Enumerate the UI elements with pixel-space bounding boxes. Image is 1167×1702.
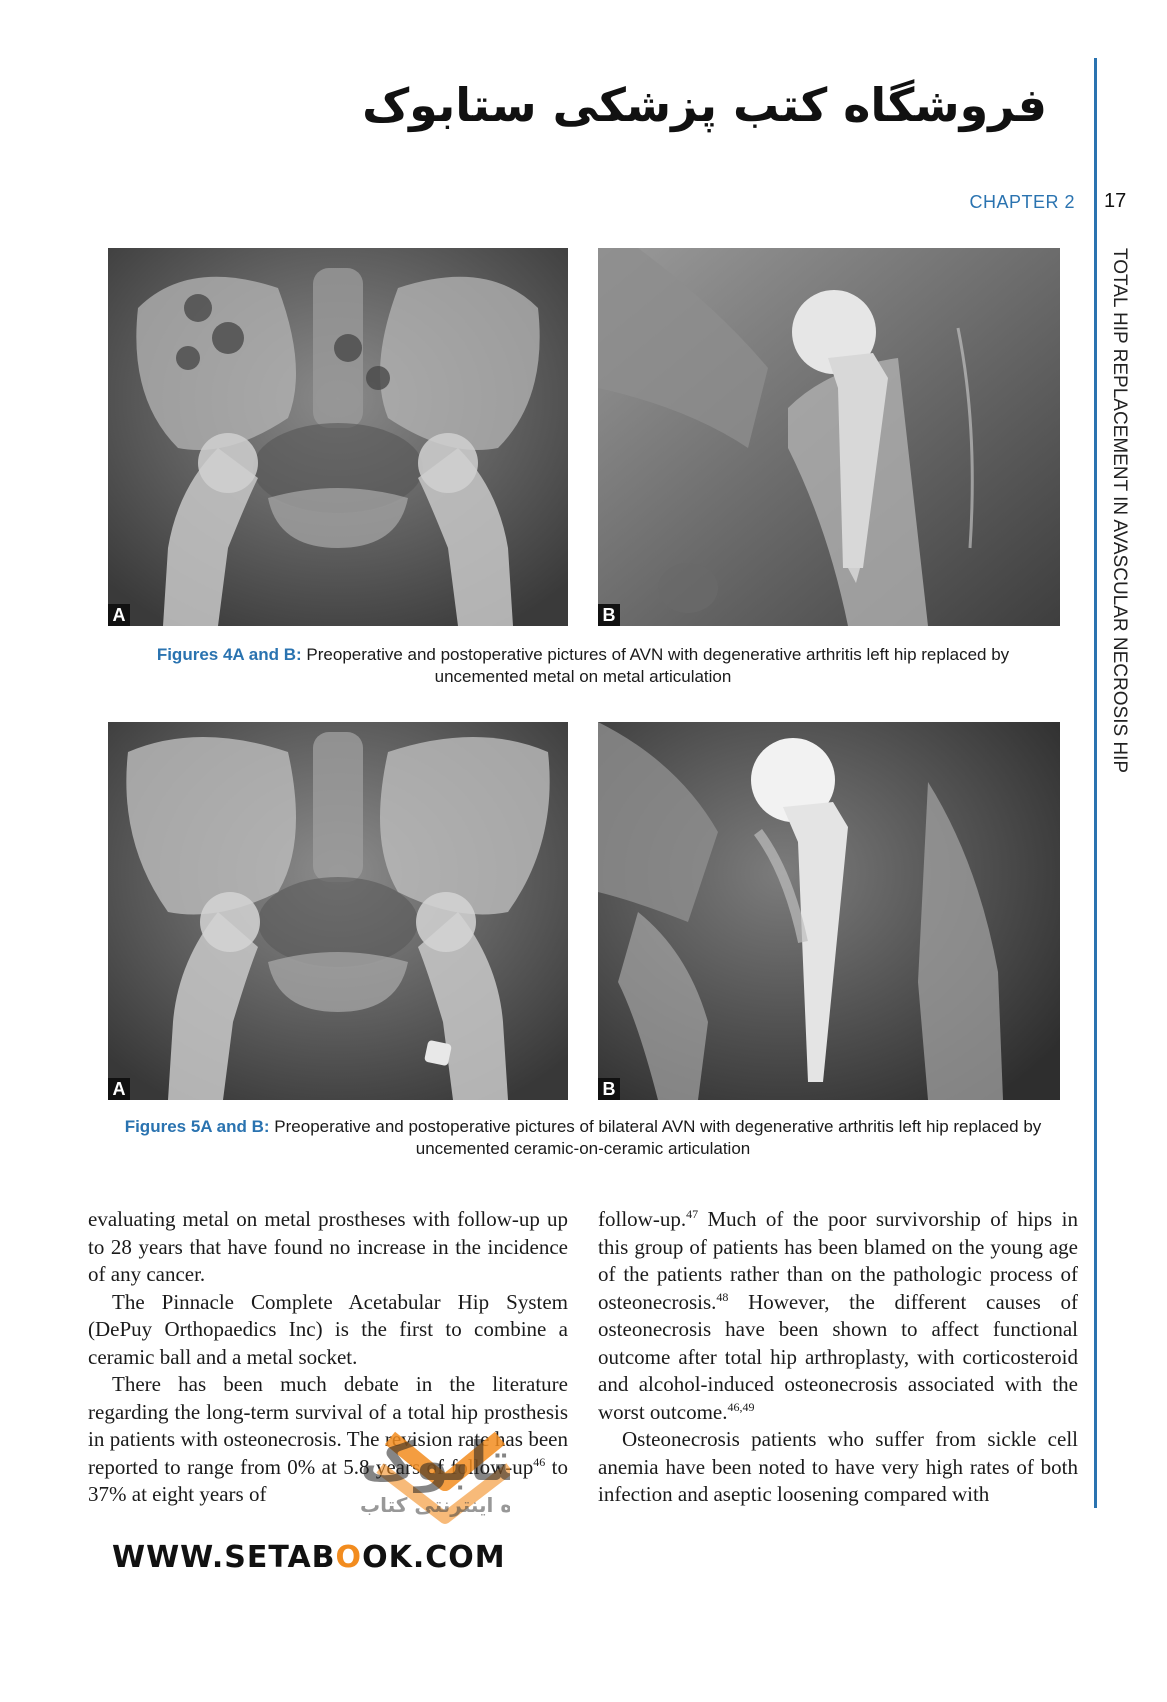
xray-4a — [108, 248, 568, 626]
paragraph: evaluating metal on metal prostheses with follow-up up to 28 years that have found no increase in the incidence of any cancer. — [88, 1207, 568, 1286]
paragraph: follow-up.$^{47}$ Much of the poor survivorship of hips in this group of patients has been blamed on the young age of the patients rather than on the pathologic process of osteonecrosis.$^{48}$ However, the different causes of osteonecrosis have been shown to affect functional outcome after total hip arthroplasty, with corticosteroid and alcohol-induced osteonecrosis associated with the worst outcome.$^{46,49}$ — [598, 1207, 1078, 1424]
setabook-logo — [110, 1418, 510, 1528]
panel-label-a: A — [108, 604, 130, 626]
paragraph: Osteonecrosis patients who suffer from sickle cell anemia have been noted to have very high rates of both infection and aseptic loosening compared with — [598, 1427, 1078, 1506]
xray-4b — [598, 248, 1060, 626]
panel-label-b: B — [598, 1078, 620, 1100]
panel-label-b: B — [598, 604, 620, 626]
logo-mark-icon — [110, 1418, 510, 1528]
running-title: TOTAL HIP REPLACEMENT IN AVASCULAR NECROSIS HIP — [1109, 248, 1130, 774]
chapter-label: CHAPTER 2 — [969, 192, 1075, 212]
xray-5b — [598, 722, 1060, 1100]
figure5-caption: Figures 5A and B: Preoperative and postoperative pictures of bilateral AVN with degenerative arthritis left hip replaced by uncemented ceramic-on-ceramic articulation — [124, 1117, 1042, 1158]
xray-5a — [108, 722, 568, 1100]
margin-rule — [1094, 58, 1097, 1508]
figure4-caption: Figures 4A and B: Preoperative and postoperative pictures of AVN with degenerative arthritis left hip replaced by uncemented metal on metal articulation — [156, 645, 1010, 686]
svg-text:فروشگاه اینترنتی کتاب: ه اینترنتی کتاب — [360, 1493, 510, 1517]
store-title: فروشگاه کتب پزشکی ستابوک — [362, 78, 1047, 132]
svg-text:ستابوک: تابوک — [360, 1430, 510, 1493]
page-number: 17 — [1104, 190, 1127, 212]
website-url: WWW.SETABOOK.COM — [112, 1540, 506, 1575]
body-column-right — [598, 1206, 1078, 1509]
paragraph: The Pinnacle Complete Acetabular Hip System (DePuy Orthopaedics Inc) is the first to combine a ceramic ball and a metal socket. — [88, 1289, 568, 1369]
panel-label-a: A — [108, 1078, 130, 1100]
paragraph: There has been much debate in the literature regarding the long-term survival of a total hip prosthesis in patients with osteonecrosis. The revision rate has been reported to range from 0% at 5.8 years of follow-$up^{46}$ to 37% at eight years of — [88, 1372, 568, 1506]
